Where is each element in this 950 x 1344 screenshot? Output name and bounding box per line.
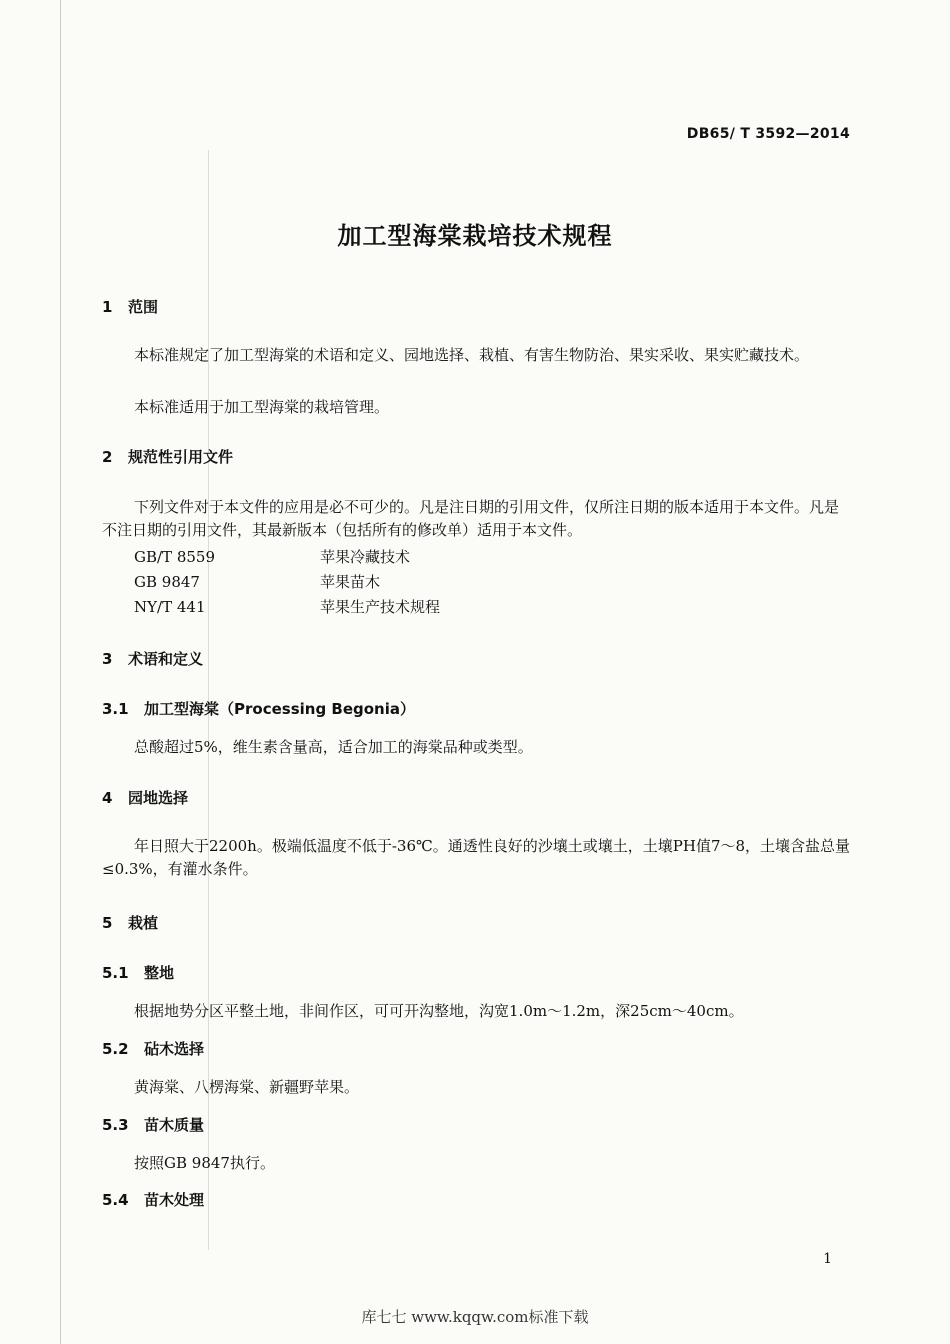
subsection-title: 苗木质量 [144,1116,205,1134]
section-title: 范围 [128,298,159,316]
reference-code: NY/T 441 [134,598,206,616]
reference-row [134,596,440,617]
subsection-number: 5.3 [102,1116,129,1134]
subsection-heading [102,698,415,719]
section-heading-site-selection [102,787,188,808]
paragraph: 总酸超过5%，维生素含量高，适合加工的海棠品种或类型。 [134,738,533,756]
reference-title: 苹果冷藏技术 [320,548,411,566]
section-heading-planting [102,912,158,933]
paragraph: 本标准适用于加工型海棠的栽培管理。 [134,398,390,416]
section-number: 1 [102,298,113,316]
subsection-title: 加工型海棠（Processing Begonia） [144,700,415,718]
section-title: 规范性引用文件 [128,448,234,466]
section-heading-normative-references [102,446,233,467]
section-heading-scope [102,296,158,317]
paragraph: 下列文件对于本文件的应用是必不可少的。凡是注日期的引用文件，仅所注日期的版本适用于本文件。凡是不注日期的引用文件，其最新版本（包括所有的修改单）适用于本文件。 [102,498,840,539]
document-title: 加工型海棠栽培技术规程 [337,222,613,250]
reference-code: GB/T 8559 [134,548,216,566]
paragraph: 黄海棠、八楞海棠、新疆野苹果。 [134,1078,360,1096]
paragraph: 按照GB 9847执行。 [134,1154,275,1172]
reference-row [134,571,380,592]
section-number: 2 [102,448,113,466]
reference-code: GB 9847 [134,573,200,591]
paragraph: 本标准规定了加工型海棠的术语和定义、园地选择、栽植、有害生物防治、果实采收、果实贮藏技术。 [134,346,810,364]
section-number: 3 [102,650,113,668]
section-title: 术语和定义 [128,650,204,668]
section-title: 栽植 [128,914,159,932]
page-number: 1 [823,1251,832,1267]
subsection-title: 砧木选择 [144,1040,205,1058]
footer-watermark: 库七七 www.kqqw.com标准下载 [361,1308,589,1326]
subsection-heading [102,1189,204,1210]
subsection-number: 5.2 [102,1040,129,1058]
subsection-number: 5.1 [102,964,129,982]
subsection-title: 苗木处理 [144,1191,205,1209]
subsection-heading [102,962,174,983]
reference-row [134,546,410,567]
subsection-heading [102,1114,204,1135]
scan-line-left [60,0,61,1344]
section-number: 5 [102,914,113,932]
paragraph: 根据地势分区平整土地，非间作区，可可开沟整地，沟宽1.0m～1.2m，深25cm～40cm。 [134,1002,744,1020]
section-title: 园地选择 [128,789,189,807]
subsection-title: 整地 [144,964,175,982]
subsection-heading [102,1038,204,1059]
paragraph: 年日照大于2200h。极端低温度不低于-36℃。通透性良好的沙壤土或壤土，土壤PH值7～8，土壤含盐总量≤0.3%，有灌水条件。 [102,837,851,878]
subsection-number: 3.1 [102,700,129,718]
reference-title: 苹果苗木 [320,573,381,591]
reference-title: 苹果生产技术规程 [320,598,441,616]
subsection-number: 5.4 [102,1191,129,1209]
standard-code: DB65/ T 3592—2014 [686,126,850,142]
section-heading-terms [102,648,203,669]
section-number: 4 [102,789,113,807]
